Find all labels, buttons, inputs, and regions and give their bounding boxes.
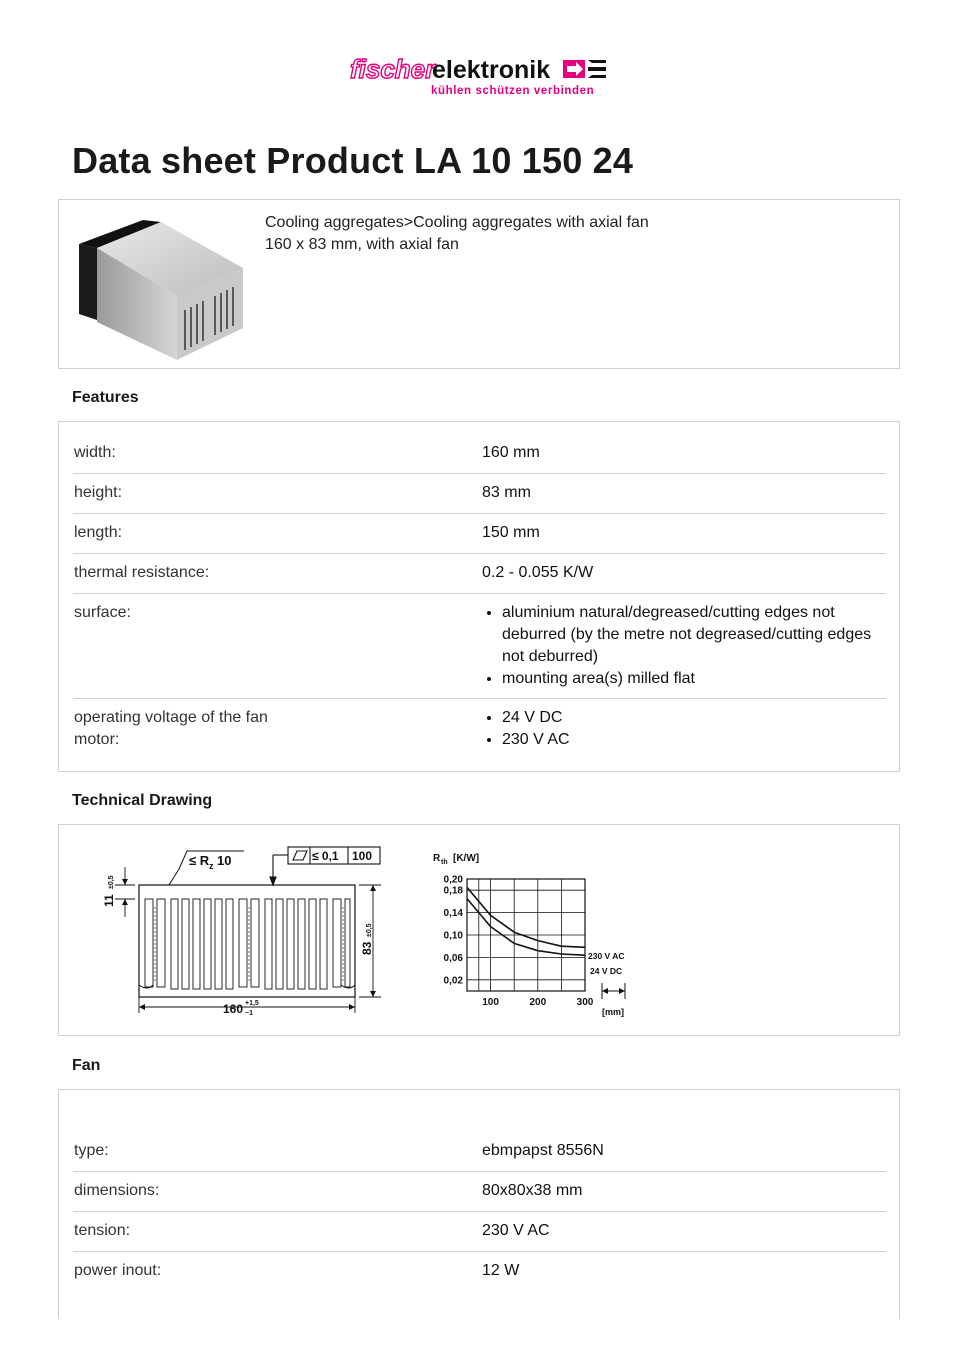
table-row <box>73 1132 886 1172</box>
list-item: • mounting area(s) milled flat <box>502 668 886 690</box>
product-info <box>265 212 649 256</box>
feature-value: 83 mm <box>482 484 531 501</box>
fan-label: dimensions: <box>74 1182 160 1199</box>
logo-part2: elektronik <box>432 56 551 84</box>
product-description: 160 x 83 mm, with axial fan <box>265 236 459 253</box>
chart-ylabel-sub: th <box>441 859 448 866</box>
chart-ylabel-unit: [K/W] <box>453 853 480 864</box>
dim-width-tol-upper: +1,5 <box>245 1000 259 1007</box>
y-tick-label: 0,20 <box>443 874 463 886</box>
table-row <box>73 474 886 514</box>
fischer-elektronik-logo <box>348 52 610 98</box>
features-table <box>58 421 900 772</box>
features-heading: Features <box>72 389 139 406</box>
fan-value: 80x80x38 mm <box>482 1182 583 1199</box>
feature-label: thermal resistance: <box>74 564 210 581</box>
drawing-canvas <box>59 825 899 1035</box>
series-line-0 <box>467 887 585 947</box>
heatsink-profile-drawing <box>102 847 381 1017</box>
fan-heading: Fan <box>72 1057 101 1074</box>
table-row <box>73 594 886 699</box>
y-tick-label: 0,18 <box>443 885 463 897</box>
dim-height: 83 <box>360 941 374 955</box>
y-tick-label: 0,02 <box>443 975 463 987</box>
dim-width: 160 <box>223 1002 244 1016</box>
x-tick-label: 300 <box>576 997 594 1008</box>
roughness-value: 10 <box>217 853 232 868</box>
flatness-length: 100 <box>352 849 373 863</box>
fan-value: 230 V AC <box>482 1222 550 1239</box>
product-category: Cooling aggregates>Cooling aggregates with axial fan <box>265 214 649 231</box>
series-label-24v: 24 V DC <box>590 966 623 976</box>
fan-label: tension: <box>74 1222 131 1239</box>
feature-label: width: <box>74 444 116 461</box>
technical-drawing-heading: Technical Drawing <box>72 792 213 809</box>
dim-top-tol: ±0,5 <box>108 875 115 889</box>
fan-value: 12 W <box>482 1262 520 1279</box>
logo-part1: fischer <box>350 54 436 84</box>
chart-xticks <box>482 997 594 1008</box>
feature-value: 0.2 - 0.055 K/W <box>482 564 594 581</box>
product-image <box>73 210 253 360</box>
table-row <box>73 434 886 474</box>
feature-label: surface: <box>74 604 131 621</box>
flatness-value: ≤ 0,1 <box>312 849 339 863</box>
thermal-resistance-chart <box>433 853 625 1017</box>
fan-label: type: <box>74 1142 109 1159</box>
arrow-icon <box>563 60 606 78</box>
fan-rows <box>73 1132 886 1292</box>
brand-logo <box>348 52 610 98</box>
logo-tagline: kühlen schützen verbinden <box>431 85 595 97</box>
feature-value: 150 mm <box>482 524 540 541</box>
voltage-list <box>482 707 886 751</box>
table-row <box>73 1172 886 1212</box>
list-item: • 230 V AC <box>502 729 886 751</box>
fan-table <box>58 1089 900 1319</box>
fan-label: power inout: <box>74 1262 162 1279</box>
roughness-sub: z <box>209 861 214 871</box>
table-row <box>73 699 886 769</box>
x-tick-label: 200 <box>529 997 547 1008</box>
y-tick-label: 0,06 <box>443 952 463 964</box>
series-label-230v: 230 V AC <box>588 951 625 961</box>
chart-ylabel: R <box>433 853 441 864</box>
page-title: Data sheet Product LA 10 150 24 <box>72 140 634 181</box>
table-row <box>73 1252 886 1292</box>
features-rows <box>73 434 886 769</box>
roughness-symbol: ≤ R <box>189 853 210 868</box>
technical-drawing <box>58 824 900 1036</box>
y-tick-label: 0,14 <box>443 908 463 920</box>
feature-value <box>482 594 886 698</box>
table-row <box>73 554 886 594</box>
feature-label: height: <box>74 484 123 501</box>
chart-xunit: [mm] <box>602 1007 624 1017</box>
dim-width-tol-lower: −1 <box>245 1010 253 1017</box>
feature-label: length: <box>74 524 123 541</box>
y-tick-label: 0,10 <box>443 930 463 942</box>
dim-height-tol: ±0,5 <box>366 923 373 937</box>
table-row <box>73 1212 886 1252</box>
product-summary <box>58 199 900 369</box>
list-item: • 24 V DC <box>502 707 886 729</box>
chart-grid <box>467 879 585 991</box>
feature-value <box>482 699 886 769</box>
fan-value: ebmpapst 8556N <box>482 1142 604 1159</box>
feature-value: 160 mm <box>482 444 540 461</box>
table-row <box>73 514 886 554</box>
chart-series <box>467 887 585 955</box>
dim-top: 11 <box>102 894 116 907</box>
surface-list <box>482 602 886 690</box>
list-item: • aluminium natural/degreased/cutting edges not deburred (by the metre not degreased/cutting edges not deburred) <box>502 602 886 668</box>
feature-label: operating voltage of the fan motor: <box>74 709 268 748</box>
chart-yticks <box>444 875 464 987</box>
x-tick-label: 100 <box>482 997 499 1008</box>
